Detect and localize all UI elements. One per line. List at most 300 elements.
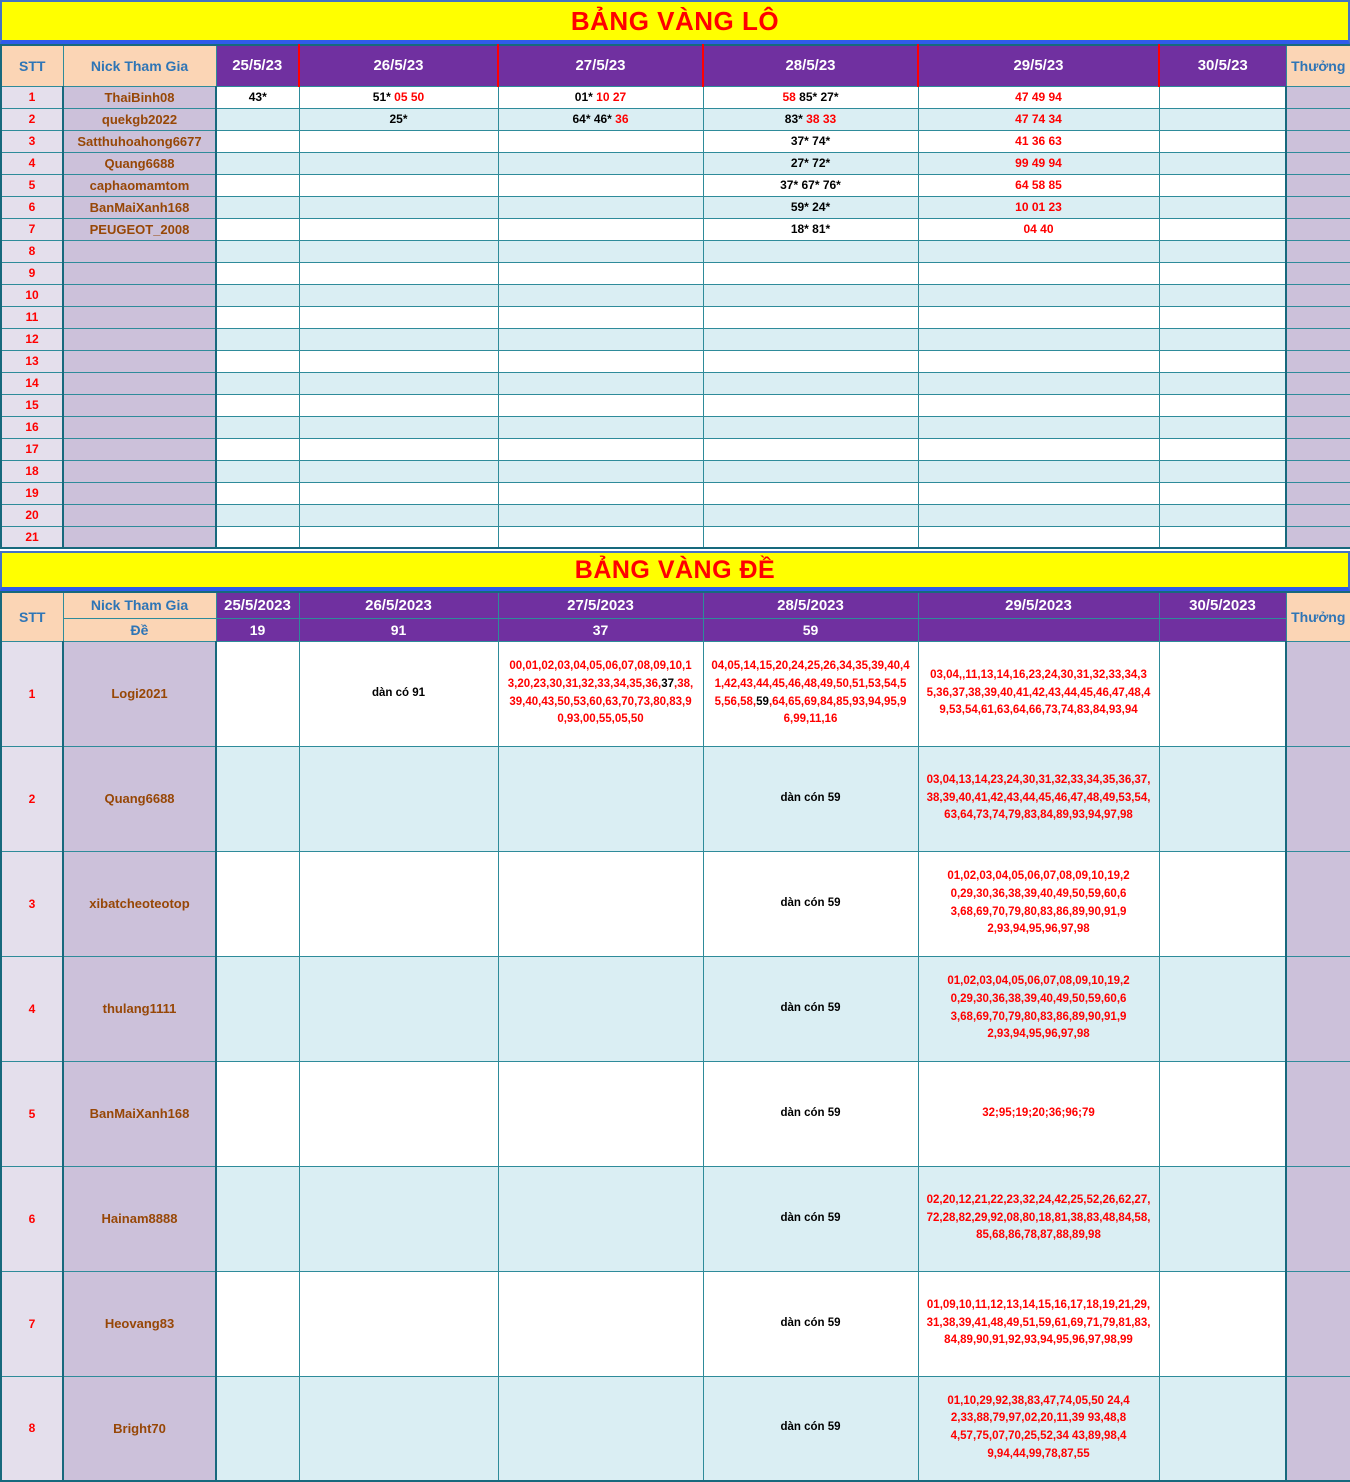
- result-cell: [216, 372, 299, 394]
- result-cell: [1159, 350, 1286, 372]
- result-cell: [299, 1376, 498, 1481]
- date-header: 25/5/23: [216, 45, 299, 86]
- table-de-header-row-1: [1, 592, 1350, 618]
- nick-cell: Bright70: [63, 1376, 216, 1481]
- result-cell: [918, 394, 1159, 416]
- result-cell: [216, 956, 299, 1061]
- table-row: [1, 746, 1350, 851]
- table-lo-header-row: [1, 45, 1350, 86]
- result-cell: [498, 1061, 703, 1166]
- stt-cell: 19: [1, 482, 63, 504]
- stt-cell: 21: [1, 526, 63, 548]
- table-row: [1, 86, 1350, 108]
- stt-cell: 17: [1, 438, 63, 460]
- result-cell: [216, 284, 299, 306]
- result-cell: 47 49 94: [918, 86, 1159, 108]
- result-cell: [216, 438, 299, 460]
- reward-cell: [1286, 641, 1350, 746]
- stt-cell: 4: [1, 152, 63, 174]
- result-cell: [216, 460, 299, 482]
- result-cell: [498, 482, 703, 504]
- date-header: 26/5/23: [299, 45, 498, 86]
- result-cell: 03,04,,11,13,14,16,23,24,30,31,32,33,34,35,36,37,38,39,40,41,42,43,44,45,46,47,48,49,53,54,61,63,64,66,73,74,83,84,93,94: [918, 641, 1159, 746]
- result-cell: [498, 240, 703, 262]
- result-cell: [498, 372, 703, 394]
- result-cell: [1159, 1376, 1286, 1481]
- table-row: [1, 1166, 1350, 1271]
- result-cell: [498, 284, 703, 306]
- nick-cell: [63, 526, 216, 548]
- result-cell: [299, 746, 498, 851]
- result-cell: [299, 460, 498, 482]
- result-cell: [703, 306, 918, 328]
- date-header: 25/5/2023: [216, 592, 299, 618]
- result-cell: dàn cón 59: [703, 956, 918, 1061]
- stt-cell: 1: [1, 641, 63, 746]
- table-row: [1, 218, 1350, 240]
- result-cell: [498, 196, 703, 218]
- date-header: 29/5/2023: [918, 592, 1159, 618]
- result-cell: [918, 460, 1159, 482]
- result-cell: dàn cón 59: [703, 851, 918, 956]
- result-cell: [498, 130, 703, 152]
- result-cell: [1159, 86, 1286, 108]
- result-cell: [216, 1271, 299, 1376]
- reward-cell: [1286, 416, 1350, 438]
- result-cell: [299, 262, 498, 284]
- result-cell: [918, 350, 1159, 372]
- result-cell: [703, 262, 918, 284]
- result-cell: [918, 416, 1159, 438]
- date-header: 26/5/2023: [299, 592, 498, 618]
- stt-header: STT: [1, 45, 63, 86]
- stt-cell: 16: [1, 416, 63, 438]
- reward-cell: [1286, 174, 1350, 196]
- nick-cell: [63, 460, 216, 482]
- table-row: [1, 174, 1350, 196]
- result-cell: dàn có 91: [299, 641, 498, 746]
- stt-cell: 9: [1, 262, 63, 284]
- result-cell: dàn cón 59: [703, 1166, 918, 1271]
- table-row: [1, 416, 1350, 438]
- reward-cell: [1286, 438, 1350, 460]
- nick-cell: Hainam8888: [63, 1166, 216, 1271]
- stt-cell: 10: [1, 284, 63, 306]
- result-cell: 64 58 85: [918, 174, 1159, 196]
- result-cell: [216, 394, 299, 416]
- table-row: [1, 372, 1350, 394]
- result-cell: [498, 956, 703, 1061]
- table-row: [1, 438, 1350, 460]
- result-cell: [703, 504, 918, 526]
- result-cell: [1159, 526, 1286, 548]
- result-cell: [498, 218, 703, 240]
- result-cell: [918, 482, 1159, 504]
- result-cell: [299, 218, 498, 240]
- result-cell: [498, 174, 703, 196]
- table-row: [1, 328, 1350, 350]
- result-cell: 59* 24*: [703, 196, 918, 218]
- table-row: [1, 1271, 1350, 1376]
- result-cell: 41 36 63: [918, 130, 1159, 152]
- stt-cell: 4: [1, 956, 63, 1061]
- de-value-cell: [918, 618, 1159, 641]
- result-cell: [703, 416, 918, 438]
- result-cell: [1159, 956, 1286, 1061]
- result-cell: [703, 284, 918, 306]
- table-row: [1, 262, 1350, 284]
- nick-cell: [63, 262, 216, 284]
- nick-cell: [63, 438, 216, 460]
- stt-cell: 2: [1, 108, 63, 130]
- nick-cell: [63, 416, 216, 438]
- table-de: [0, 591, 1350, 1482]
- result-cell: [1159, 240, 1286, 262]
- result-cell: 99 49 94: [918, 152, 1159, 174]
- nick-cell: Logi2021: [63, 641, 216, 746]
- result-cell: [216, 196, 299, 218]
- stt-cell: 15: [1, 394, 63, 416]
- stt-cell: 3: [1, 130, 63, 152]
- reward-cell: [1286, 1166, 1350, 1271]
- stt-cell: 6: [1, 196, 63, 218]
- result-cell: [299, 1061, 498, 1166]
- de-value-cell: 91: [299, 618, 498, 641]
- result-cell: [498, 350, 703, 372]
- result-cell: [498, 262, 703, 284]
- nick-cell: ThaiBinh08: [63, 86, 216, 108]
- result-cell: 37* 74*: [703, 130, 918, 152]
- result-cell: 01,10,29,92,38,83,47,74,05,50 24,42,33,88,79,97,02,20,11,39 93,48,84,57,75,07,70,25,52,34 43,89,98,49,94,44,99,78,87,55: [918, 1376, 1159, 1481]
- result-cell: [1159, 416, 1286, 438]
- result-cell: [216, 218, 299, 240]
- table-row: [1, 1061, 1350, 1166]
- result-cell: dàn cón 59: [703, 1061, 918, 1166]
- de-value-cell: 37: [498, 618, 703, 641]
- de-value-cell: 19: [216, 618, 299, 641]
- nick-cell: xibatcheoteotop: [63, 851, 216, 956]
- result-cell: [918, 306, 1159, 328]
- result-cell: [1159, 746, 1286, 851]
- result-cell: [498, 152, 703, 174]
- stt-cell: 20: [1, 504, 63, 526]
- table-row: [1, 526, 1350, 548]
- result-cell: [299, 284, 498, 306]
- result-cell: [216, 504, 299, 526]
- stt-cell: 1: [1, 86, 63, 108]
- result-cell: 51* 05 50: [299, 86, 498, 108]
- result-cell: [216, 1166, 299, 1271]
- de-value-cell: 59: [703, 618, 918, 641]
- stt-cell: 6: [1, 1166, 63, 1271]
- result-cell: 83* 38 33: [703, 108, 918, 130]
- date-header: 27/5/2023: [498, 592, 703, 618]
- reward-cell: [1286, 394, 1350, 416]
- result-cell: [216, 1061, 299, 1166]
- reward-cell: [1286, 956, 1350, 1061]
- result-cell: 58 85* 27*: [703, 86, 918, 108]
- result-cell: [1159, 306, 1286, 328]
- result-cell: [216, 174, 299, 196]
- stt-cell: 8: [1, 240, 63, 262]
- reward-cell: [1286, 526, 1350, 548]
- table-row: [1, 108, 1350, 130]
- nick-cell: [63, 306, 216, 328]
- reward-cell: [1286, 152, 1350, 174]
- date-header: 28/5/2023: [703, 592, 918, 618]
- result-cell: [703, 438, 918, 460]
- reward-cell: [1286, 1271, 1350, 1376]
- result-cell: [918, 240, 1159, 262]
- reward-header: Thưởng: [1286, 45, 1350, 86]
- result-cell: [299, 240, 498, 262]
- result-cell: [1159, 641, 1286, 746]
- result-cell: [299, 482, 498, 504]
- result-cell: [1159, 1271, 1286, 1376]
- result-cell: dàn cón 59: [703, 1271, 918, 1376]
- nick-cell: BanMaiXanh168: [63, 1061, 216, 1166]
- stt-cell: 18: [1, 460, 63, 482]
- table-row: [1, 504, 1350, 526]
- stt-cell: 5: [1, 1061, 63, 1166]
- table-row: [1, 240, 1350, 262]
- nick-cell: [63, 240, 216, 262]
- result-cell: [299, 152, 498, 174]
- result-cell: [1159, 218, 1286, 240]
- reward-cell: [1286, 350, 1350, 372]
- result-cell: 02,20,12,21,22,23,32,24,42,25,52,26,62,27,72,28,82,29,92,08,80,18,81,38,83,48,84,58,85,68,86,78,87,88,89,98: [918, 1166, 1159, 1271]
- result-cell: [216, 152, 299, 174]
- result-cell: [498, 746, 703, 851]
- stt-cell: 8: [1, 1376, 63, 1481]
- result-cell: [299, 130, 498, 152]
- result-cell: [299, 1271, 498, 1376]
- result-cell: [918, 504, 1159, 526]
- result-cell: [1159, 504, 1286, 526]
- result-cell: dàn cón 59: [703, 1376, 918, 1481]
- result-cell: [299, 416, 498, 438]
- nick-cell: thulang1111: [63, 956, 216, 1061]
- date-header: 28/5/23: [703, 45, 918, 86]
- result-cell: [1159, 196, 1286, 218]
- result-cell: [703, 240, 918, 262]
- table-row: [1, 851, 1350, 956]
- reward-cell: [1286, 851, 1350, 956]
- result-cell: [498, 416, 703, 438]
- result-cell: [1159, 174, 1286, 196]
- nick-cell: BanMaiXanh168: [63, 196, 216, 218]
- result-cell: [918, 526, 1159, 548]
- nick-cell: Quang6688: [63, 152, 216, 174]
- nick-cell: [63, 328, 216, 350]
- result-cell: [299, 350, 498, 372]
- table-lo: [0, 44, 1350, 549]
- result-cell: 04,05,14,15,20,24,25,26,34,35,39,40,41,42,43,44,45,46,48,49,50,51,53,54,55,56,58,59,64,65,69,84,85,93,94,95,96,99,11,16: [703, 641, 918, 746]
- nick-cell: Quang6688: [63, 746, 216, 851]
- result-cell: 01,09,10,11,12,13,14,15,16,17,18,19,21,29,31,38,39,41,48,49,51,59,61,69,71,79,81,83,84,89,90,91,92,93,94,95,96,97,98,99: [918, 1271, 1159, 1376]
- result-cell: [216, 746, 299, 851]
- reward-cell: [1286, 328, 1350, 350]
- result-cell: [299, 328, 498, 350]
- result-cell: [498, 306, 703, 328]
- reward-cell: [1286, 1376, 1350, 1481]
- result-cell: [299, 372, 498, 394]
- stt-cell: 13: [1, 350, 63, 372]
- nick-cell: caphaomamtom: [63, 174, 216, 196]
- result-cell: [1159, 438, 1286, 460]
- result-cell: [299, 1166, 498, 1271]
- stt-cell: 3: [1, 851, 63, 956]
- result-cell: [703, 460, 918, 482]
- result-cell: [703, 394, 918, 416]
- result-cell: [216, 482, 299, 504]
- reward-cell: [1286, 1061, 1350, 1166]
- stt-cell: 5: [1, 174, 63, 196]
- result-cell: [703, 482, 918, 504]
- table-row: [1, 284, 1350, 306]
- table-row: [1, 130, 1350, 152]
- result-cell: 10 01 23: [918, 196, 1159, 218]
- reward-header: Thưởng: [1286, 592, 1350, 641]
- result-cell: 01,02,03,04,05,06,07,08,09,10,19,20,29,30,36,38,39,40,49,50,59,60,63,68,69,70,79,80,83,86,89,90,91,92,93,94,95,96,97,98: [918, 956, 1159, 1061]
- table-row: [1, 1376, 1350, 1481]
- result-cell: [299, 438, 498, 460]
- result-cell: 25*: [299, 108, 498, 130]
- table-row: [1, 350, 1350, 372]
- result-cell: 37* 67* 76*: [703, 174, 918, 196]
- result-cell: [216, 306, 299, 328]
- result-cell: [918, 284, 1159, 306]
- reward-cell: [1286, 504, 1350, 526]
- result-cell: 64* 46* 36: [498, 108, 703, 130]
- result-cell: [299, 851, 498, 956]
- result-cell: [216, 641, 299, 746]
- stt-cell: 12: [1, 328, 63, 350]
- reward-cell: [1286, 746, 1350, 851]
- result-cell: [498, 394, 703, 416]
- result-cell: [703, 372, 918, 394]
- result-cell: 03,04,13,14,23,24,30,31,32,33,34,35,36,37,38,39,40,41,42,43,44,45,46,47,48,49,53,54,63,64,73,74,79,83,84,89,93,94,97,98: [918, 746, 1159, 851]
- date-header: 30/5/2023: [1159, 592, 1286, 618]
- result-cell: [703, 350, 918, 372]
- reward-cell: [1286, 240, 1350, 262]
- reward-cell: [1286, 108, 1350, 130]
- stt-cell: 11: [1, 306, 63, 328]
- reward-cell: [1286, 284, 1350, 306]
- result-cell: [299, 306, 498, 328]
- reward-cell: [1286, 86, 1350, 108]
- nick-cell: PEUGEOT_2008: [63, 218, 216, 240]
- result-cell: [918, 328, 1159, 350]
- table-row: [1, 306, 1350, 328]
- result-cell: [216, 240, 299, 262]
- result-cell: [299, 174, 498, 196]
- stt-cell: 2: [1, 746, 63, 851]
- nick-cell: quekgb2022: [63, 108, 216, 130]
- result-cell: 47 74 34: [918, 108, 1159, 130]
- result-cell: [1159, 284, 1286, 306]
- result-cell: 04 40: [918, 218, 1159, 240]
- result-cell: [498, 504, 703, 526]
- date-header: 27/5/23: [498, 45, 703, 86]
- nick-cell: [63, 504, 216, 526]
- result-cell: [1159, 108, 1286, 130]
- reward-cell: [1286, 196, 1350, 218]
- result-cell: [216, 851, 299, 956]
- result-cell: [498, 1166, 703, 1271]
- result-cell: [299, 526, 498, 548]
- result-cell: [918, 372, 1159, 394]
- result-cell: [498, 1376, 703, 1481]
- result-cell: [216, 262, 299, 284]
- result-cell: 27* 72*: [703, 152, 918, 174]
- result-cell: [216, 108, 299, 130]
- result-cell: dàn cón 59: [703, 746, 918, 851]
- nick-cell: [63, 284, 216, 306]
- result-cell: [299, 196, 498, 218]
- result-cell: 32;95;19;20;36;96;79: [918, 1061, 1159, 1166]
- result-cell: [1159, 482, 1286, 504]
- result-cell: [299, 394, 498, 416]
- stt-cell: 7: [1, 218, 63, 240]
- reward-cell: [1286, 372, 1350, 394]
- nick-header: Nick Tham Gia: [63, 45, 216, 86]
- de-value-cell: [1159, 618, 1286, 641]
- result-cell: [918, 262, 1159, 284]
- result-cell: [216, 526, 299, 548]
- nick-cell: [63, 350, 216, 372]
- result-cell: [216, 1376, 299, 1481]
- reward-cell: [1286, 262, 1350, 284]
- result-cell: [216, 416, 299, 438]
- table-row: [1, 641, 1350, 746]
- stt-cell: 7: [1, 1271, 63, 1376]
- result-cell: [1159, 460, 1286, 482]
- result-cell: [1159, 328, 1286, 350]
- table-row: [1, 956, 1350, 1061]
- result-cell: 01* 10 27: [498, 86, 703, 108]
- result-cell: 01,02,03,04,05,06,07,08,09,10,19,20,29,30,36,38,39,40,49,50,59,60,63,68,69,70,79,80,83,86,89,90,91,92,93,94,95,96,97,98: [918, 851, 1159, 956]
- reward-cell: [1286, 482, 1350, 504]
- result-cell: [918, 438, 1159, 460]
- result-cell: [1159, 372, 1286, 394]
- result-cell: [498, 438, 703, 460]
- result-cell: [1159, 152, 1286, 174]
- table-row: [1, 394, 1350, 416]
- nick-cell: [63, 394, 216, 416]
- result-cell: [1159, 851, 1286, 956]
- reward-cell: [1286, 460, 1350, 482]
- result-cell: [216, 328, 299, 350]
- result-cell: [299, 504, 498, 526]
- result-cell: [1159, 1166, 1286, 1271]
- result-cell: 43*: [216, 86, 299, 108]
- stt-header: STT: [1, 592, 63, 641]
- result-cell: [498, 851, 703, 956]
- nick-header: Nick Tham Gia: [63, 592, 216, 618]
- result-cell: [498, 328, 703, 350]
- nick-cell: Satthuhoahong6677: [63, 130, 216, 152]
- result-cell: [1159, 262, 1286, 284]
- banner-de-title: BẢNG VÀNG ĐỀ: [0, 551, 1350, 591]
- reward-cell: [1286, 306, 1350, 328]
- result-cell: [498, 526, 703, 548]
- result-cell: 00,01,02,03,04,05,06,07,08,09,10,13,20,23,30,31,32,33,34,35,36,37,38,39,40,43,50,53,60,63,70,73,80,83,90,93,00,55,05,50: [498, 641, 703, 746]
- result-cell: 18* 81*: [703, 218, 918, 240]
- date-header: 30/5/23: [1159, 45, 1286, 86]
- nick-cell: Heovang83: [63, 1271, 216, 1376]
- stt-cell: 14: [1, 372, 63, 394]
